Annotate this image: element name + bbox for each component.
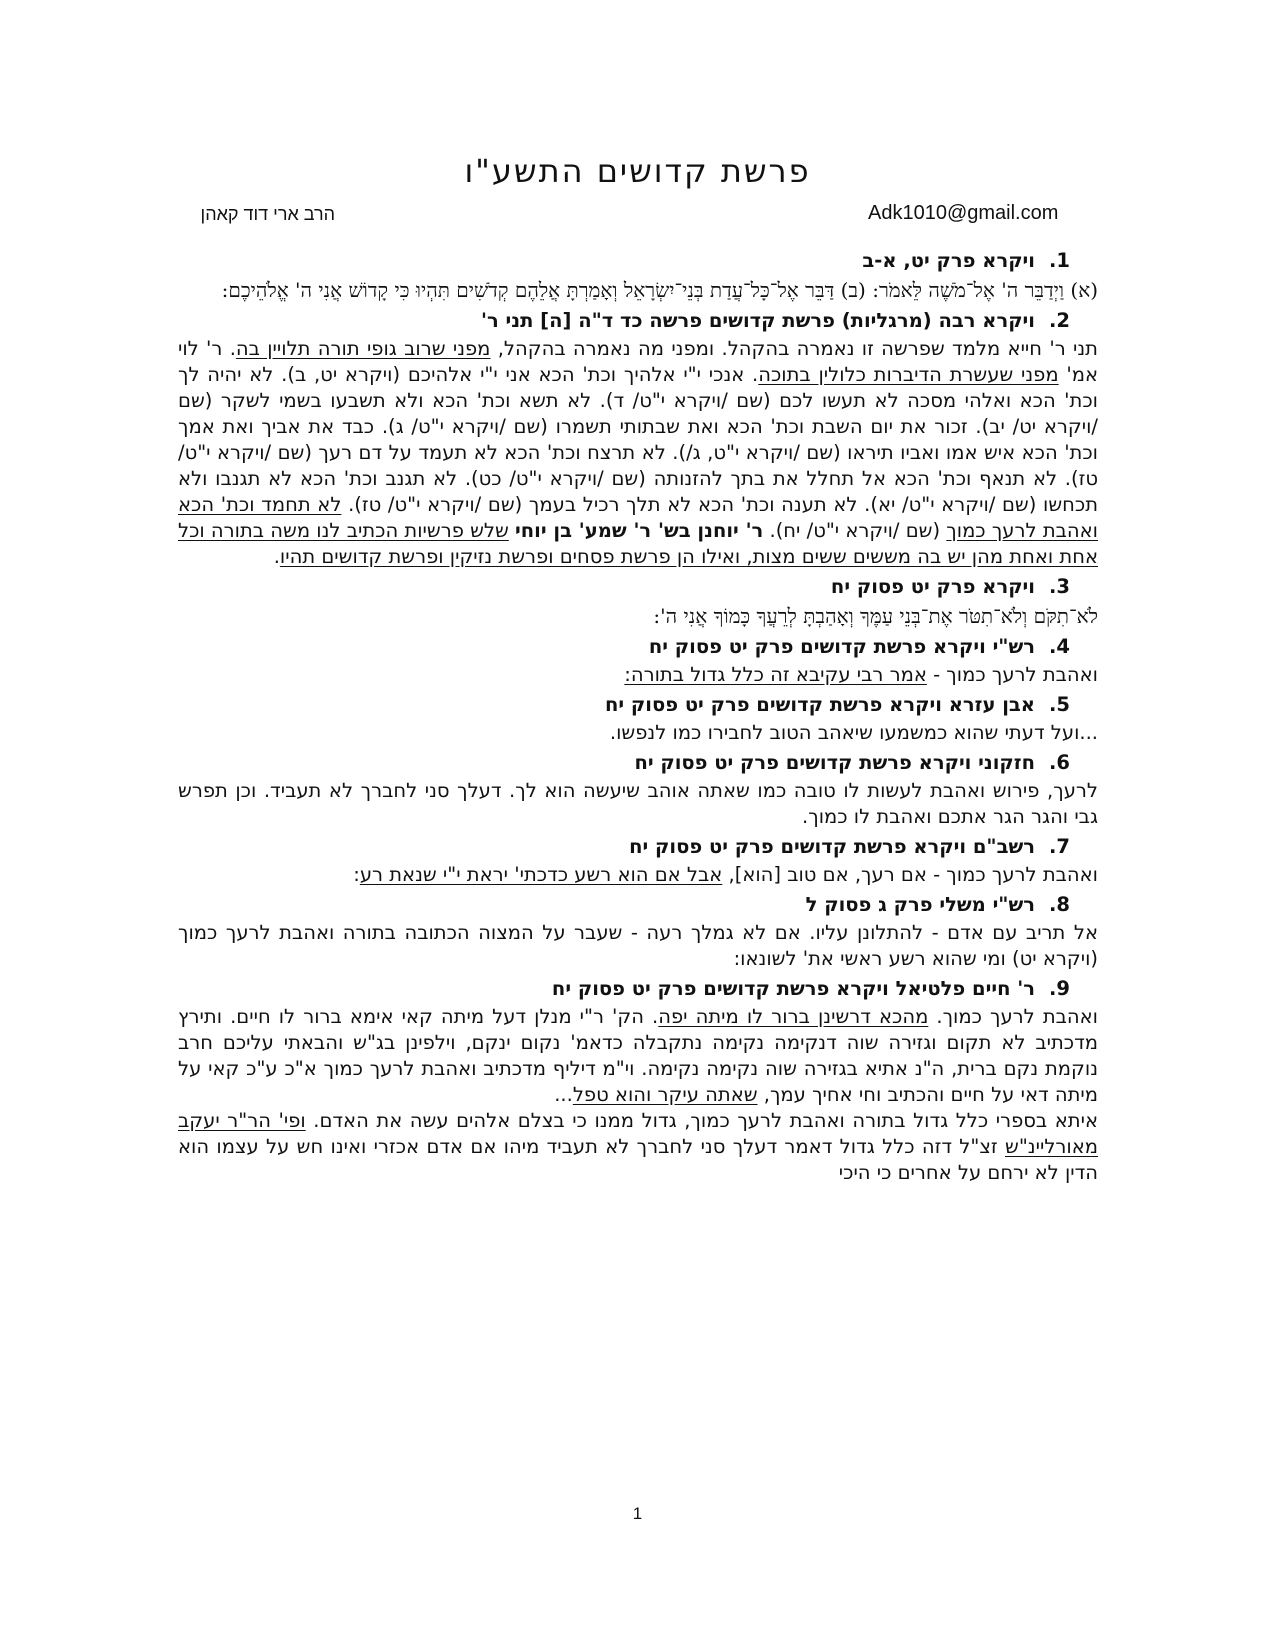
section-text: אל תריב עם אדם - להתלונן עליו. אם לא גמלך רעה - שעבר על המצוה הכתובה בתורה ואהבת לרעך כמוך (ויקרא יט) ומי שהוא רשע ראשי את' לשונאו: (178, 921, 1098, 970)
section-heading: 9.ר' חיים פלטיאל ויקרא פרשת קדושים פרק יט פסוק יח (551, 977, 1070, 1000)
section-text: ואהבת לרעך כמוך. מהכא דרשינן ברור לו מיתה יפה. הק' ר"י מנלן דעל מיתה קאי אימא ברור לו חיים. ותירץ מדכתיב לא תקום וגזירה שוה דנקימה נקימה נתקבלה כדאמ' נקום ינקם, וילפינן בג"ש והבאתי עליכם חרב נוקמת נקם ברית, ה"נ אתיא בגזירה שוה נקימה נקימה. וי"מ דיליף מדכתיב ואהבת לרעך כמוך א"כ ע"כ קאי על מיתה דאי על חיים והכתיב וחי אחיך עמך, שאתה עיקר והוא טפל... (178, 1005, 1098, 1106)
section-text: ואהבת לרעך כמוך - אם רעך, אם טוב [הוא], אבל אם הוא רשע כדכתי' יראת י"י שנאת רע: (353, 863, 1098, 886)
section-heading: 3.ויקרא פרק יט פסוק יח (830, 575, 1070, 598)
section-heading: 8.רש"י משלי פרק ג פסוק ל (805, 893, 1070, 916)
section-heading: 5.אבן עזרא ויקרא פרשת קדושים פרק יט פסוק יח (604, 693, 1070, 716)
page-number: 1 (632, 1504, 643, 1523)
section-6 (178, 750, 1098, 830)
section-2 (178, 308, 1098, 570)
section-5 (178, 692, 1098, 746)
author-email[interactable]: Adk1010@gmail.com (868, 202, 1059, 224)
document-body (178, 244, 1098, 1186)
section-1 (178, 248, 1098, 304)
section-7 (178, 834, 1098, 888)
author-name: הרב ארי דוד קאהן (200, 204, 335, 224)
section-heading: 1.ויקרא פרק יט, א-ב (862, 249, 1070, 272)
section-heading: 2.ויקרא רבה (מרגליות) פרשת קדושים פרשה כד ד"ה [ה] תני ר' (481, 309, 1070, 332)
section-text: איתא בספרי כלל גדול בתורה ואהבת לרעך כמוך, גדול ממנו כי בצלם אלהים עשה את האדם. ופי' הר"ר יעקב מאורליינ"ש זצ"ל דזה כלל גדול דאמר דעלך סני לחברך לא תעביד מיהו אם אדם אכזרי ואינו חש על עצמו הוא הדין לא ירחם על אחרים כי היכי (178, 1109, 1098, 1184)
section-4 (178, 634, 1098, 688)
section-text: ...ועל דעתי שהוא כמשמעו שיאהב הטוב לחבירו כמו לנפשו. (609, 721, 1098, 744)
section-3 (178, 574, 1098, 630)
section-heading: 6.חזקוני ויקרא פרשת קדושים פרק יט פסוק יח (634, 751, 1070, 774)
section-text: תני ר' חייא מלמד שפרשה זו נאמרה בהקהל. ומפני מה נאמרה בהקהל, מפני שרוב גופי תורה תלויין בה. ר' לוי אמ' מפני שעשרת הדיברות כלולין בתוכה. אנכי י"י אלהיך וכת' הכא אני י"י אלהיכם (ויקרא יט, ב). לא יהיה לך וכת' הכא ואלהי מסכה לא תעשו לכם (שם /ויקרא י"ט/ ד). לא תשא וכת' הכא ולא תשבעו בשמי לשקר (שם /ויקרא יט/ יב). זכור את יום השבת וכת' הכא ואת שבתותי תשמרו (שם /ויקרא י"ט/ ג). כבד את אביך ואת אמך וכת' הכא איש אמו ואביו תיראו (שם /ויקרא י"ט, ג/). לא תרצח וכת' הכא לא תעמד על דם רעך (שם /ויקרא י"ט/ טז). לא תנאף וכת' הכא אל תחלל את בתך להזנותה (שם /ויקרא י"ט/ כט). לא תגנב וכת' הכא לא תגנבו ולא תכחשו (שם /ויקרא י"ט/ יא). לא תענה וכת' הכא לא תלך רכיל בעמך (שם /ויקרא י"ט/ טז). לא תחמד וכת' הכא ואהבת לרעך כמוך (שם /ויקרא י"ט/ יח). ר' יוחנן בש' ר' שמע' בן יוחי שלש פרשיות הכתיב לנו משה בתורה וכל אחת ואחת מהן יש בה מששים ששים מצות, ואילו הן פרשת פסחים ופרשת נזיקין ופרשת קדושים תהיו. (178, 337, 1099, 568)
section-heading: 7.רשב"ם ויקרא פרשת קדושים פרק יט פסוק יח (629, 835, 1070, 858)
section-heading: 4.רש"י ויקרא פרשת קדושים פרק יט פסוק יח (648, 635, 1070, 658)
section-text: לרעך, פירוש ואהבת לעשות לו טובה כמו שאתה אוהב שיעשה הוא לך. דעלך סני לחברך לא תעביד. וכן תפרש גבי והגר הגר אתכם ואהבת לו כמוך. (178, 779, 1098, 828)
verse-text: לֹא־תִקֹּם וְלֹא־תִטֹּר אֶת־בְּנֵי עַמֶּךָ וְאָהַבְתָּ לְרֵעֲךָ כָּמוֹךָ אֲנִי ה': (653, 604, 1098, 628)
page-title: פרשת קדושים התשע"ו (464, 152, 811, 190)
section-8 (178, 892, 1098, 972)
verse-text: (א) וַיְדַבֵּר ה' אֶל־מֹשֶׁה לֵּאמֹר: (ב) דַּבֵּר אֶל־כָּל־עֲדַת בְּנֵי־יִשְׂרָאֵל וְאָמַרְתָּ אֲלֵהֶם קְדֹשִׁים תִּהְיוּ כִּי קָדוֹשׁ אֲנִי ה' אֱלֹהֵיכֶם: (221, 278, 1098, 302)
section-9 (178, 976, 1098, 1186)
section-text: ואהבת לרעך כמוך - אמר רבי עקיבא זה כלל גדול בתורה: (624, 663, 1098, 686)
